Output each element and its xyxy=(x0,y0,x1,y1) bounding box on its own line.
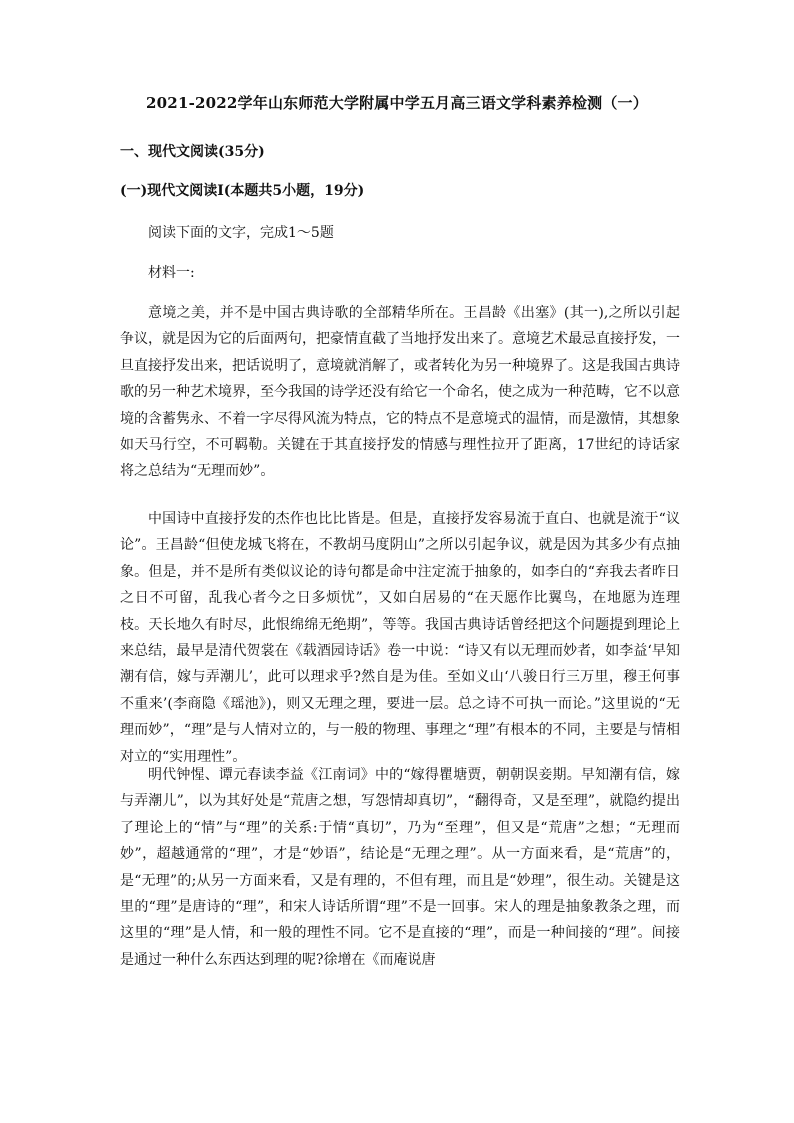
section-heading: 一、现代文阅读(35分) xyxy=(120,144,265,160)
subsection-heading: (一)现代文阅读Ⅰ(本题共5小题，19分) xyxy=(120,183,365,199)
paragraph-1: 意境之美，并不是中国古典诗歌的全部精华所在。王昌龄《出塞》(其一),之所以引起争议，就是因为它的后面两句，把豪情直截了当地抒发出来了。意境艺术最忌直接抒发，一旦直接抒发出来，把话说明了，意境就消解了，或者转化为另一种境界了。这是我国古典诗歌的另一种艺术境界，至今我国的诗学还没有给它一个命名，使之成为一种范畴，它不以意境的含蓄隽永、不着一字尽得风流为特点，它的特点不是意境式的温情，而是激情，其想象如天马行空，不可羁勒。关键在于其直接抒发的情感与理性拉开了距离，17世纪的诗话家将之总结为“无理而妙”。 xyxy=(120,305,680,480)
paragraph-2: 中国诗中直接抒发的杰作也比比皆是。但是，直接抒发容易流于直白、也就是流于“议论”。王昌龄“但使龙城飞将在，不教胡马度阴山”之所以引起争议，就是因为其多少有点抽象。但是，并不是所有类似议论的诗句都是命中注定流于抽象的，如李白的“弃我去者昨日之日不可留，乱我心者今之日多烦忧”，又如白居易的“在天愿作比翼鸟，在地愿为连理枝。天长地久有时尽，此恨绵绵无绝期”，等等。我国古典诗话曾经把这个问题提到理论上来总结，最早是清代贺裳在《载酒园诗话》卷一中说：“诗又有以无理而妙者，如李益‘早知潮有信，嫁与弄潮儿’，此可以理求乎?然自是为佳。至如义山‘八骏日行三万里，穆王何事不重来’(李商隐《瑶池》)，则又无理之理，要进一层。总之诗不可执一而论。”这里说的“无理而妙”，“理”是与人情对立的，与一般的物理、事理之“理”有根本的不同，主要是与情相对立的“实用理性”。 xyxy=(120,511,680,765)
material-label: 材料一: xyxy=(148,265,195,281)
paragraph-3: 明代钟惺、谭元春读李益《江南词》中的“嫁得瞿塘贾，朝朝误妾期。早知潮有信，嫁与弄潮儿”，以为其好处是“荒唐之想，写怨情却真切”，“翻得奇，又是至理”，就隐约提出了理论上的“情”与“理”的关系:于情“真切”，乃为“至理”，但又是“荒唐”之想；“无理而妙”，超越通常的“理”，才是“妙语”，结论是“无理之理”。从一方面来看，是“荒唐”的，是“无理”的;从另一方面来看，又是有理的，不但有理，而且是“妙理”，很生动。关键是这里的“理”是唐诗的“理”，和宋人诗话所谓“理”不是一回事。宋人的理是抽象教条之理，而这里的“理”是人情，和一般的理性不同。它不是直接的“理”，而是一种间接的“理”。间接是通过一种什么东西达到理的呢?徐增在《而庵说唐 xyxy=(120,767,680,968)
reading-instruction: 阅读下面的文字，完成1～5题 xyxy=(148,225,334,241)
document-title: 2021-2022学年山东师范大学附属中学五月高三语文学科素养检测（一） xyxy=(146,94,648,112)
